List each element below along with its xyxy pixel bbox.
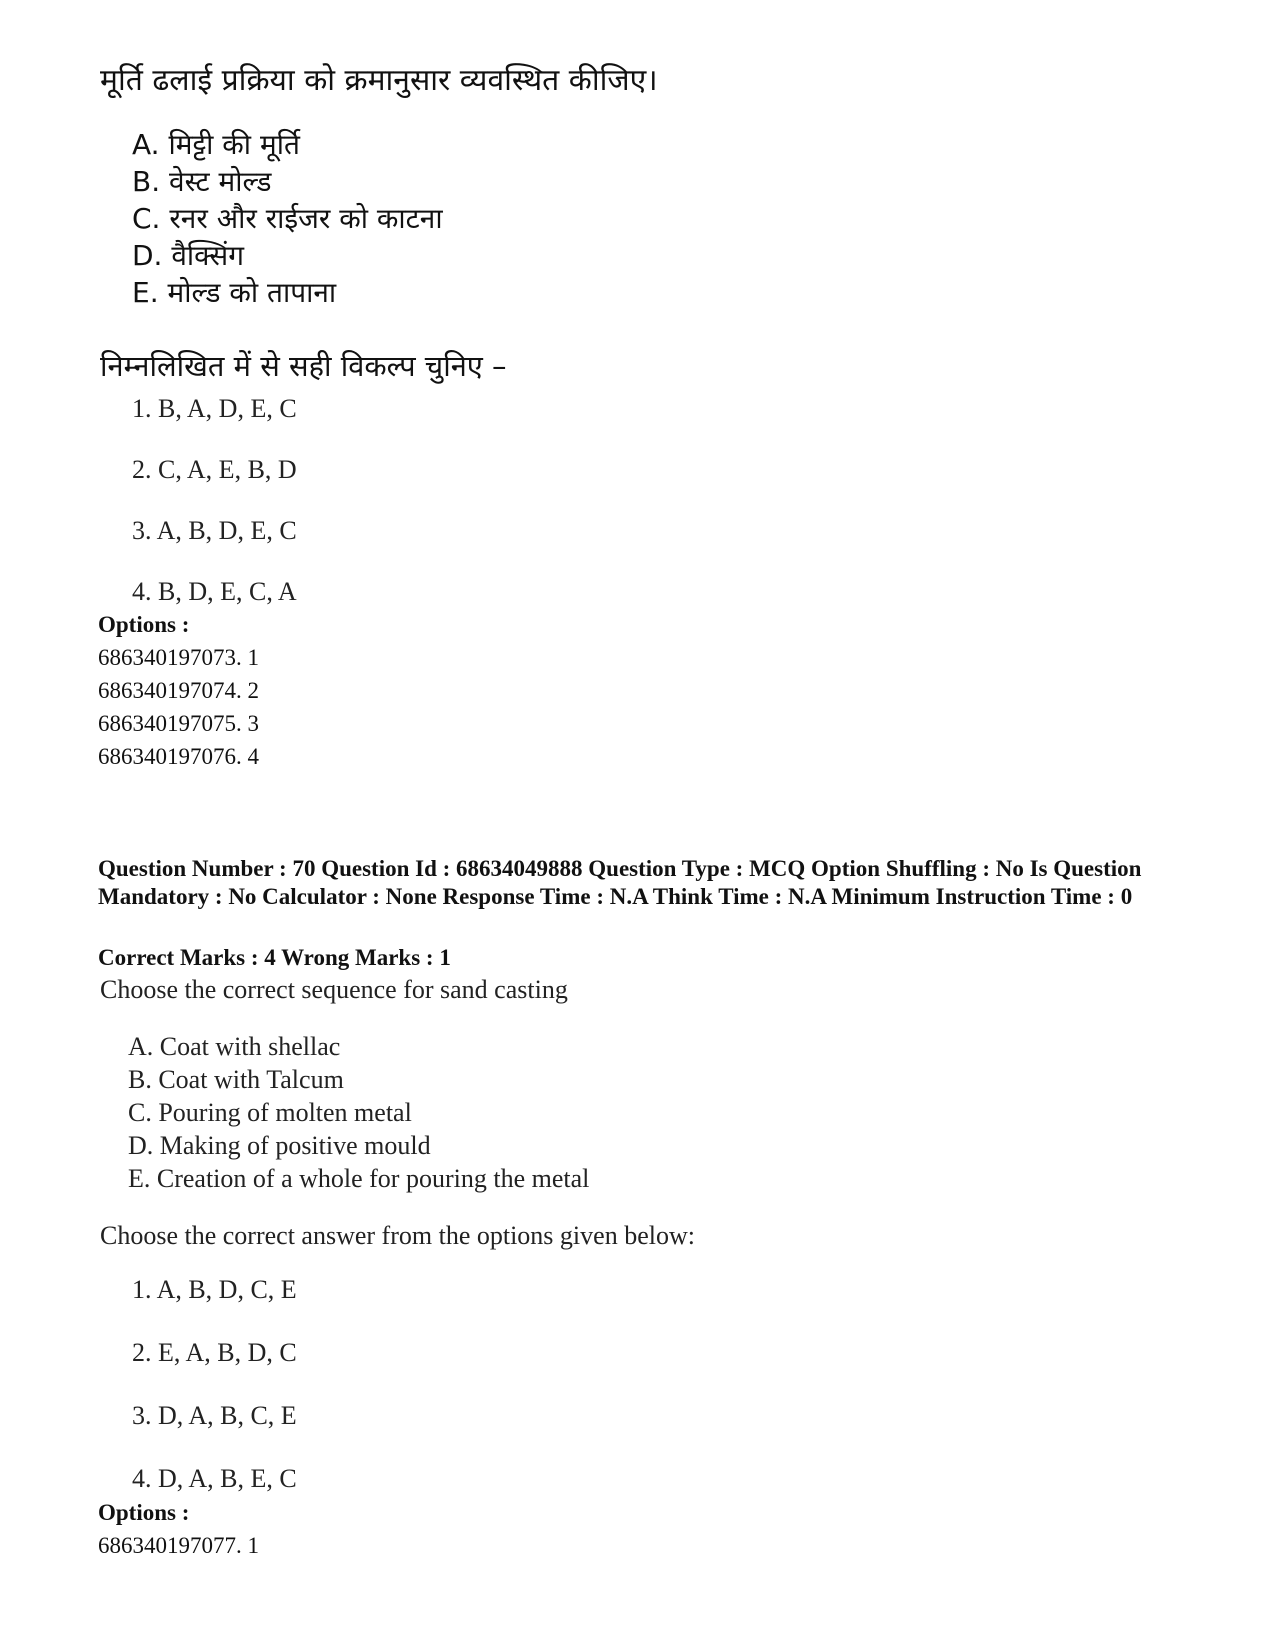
list-item: B. Coat with Talcum — [128, 1065, 344, 1094]
option-line: 686340197075. 3 — [98, 711, 259, 736]
list-item: B. वेस्ट मोल्ड — [132, 165, 272, 198]
list-item: A. Coat with shellac — [128, 1032, 341, 1061]
question-69-title: मूर्ति ढलाई प्रक्रिया को क्रमानुसार व्यवस्थित कीजिए। — [100, 63, 658, 98]
question-70-title: Choose the correct sequence for sand casting — [100, 975, 568, 1004]
list-item: D. वैक्सिंग — [132, 239, 244, 272]
question-70-items — [128, 1030, 589, 1195]
list-item: C. Pouring of molten metal — [128, 1098, 412, 1127]
question-70-metadata: Question Number : 70 Question Id : 68634049888 Question Type : MCQ Option Shuffling : No Is Question Mandatory : No Calculator : None Response Time : N.A Think Time : N.A Minimum Instruction Time : 0 — [98, 856, 1142, 909]
option-line: 686340197073. 1 — [98, 645, 259, 670]
answer-choice: 4. B, D, E, C, A — [132, 577, 297, 606]
answer-choice: 2. C, A, E, B, D — [132, 455, 297, 484]
question-69-items — [132, 126, 443, 311]
options-label: Options : — [98, 612, 190, 637]
answer-choice: 1. A, B, D, C, E — [132, 1275, 297, 1304]
question-69-instruction: निम्नलिखित में से सही विकल्प चुनिए – — [100, 349, 507, 383]
list-item: C. रनर और राईजर को काटना — [132, 202, 443, 235]
option-line: 686340197077. 1 — [98, 1533, 259, 1558]
list-item: E. Creation of a whole for pouring the metal — [128, 1164, 590, 1193]
answer-choice: 3. D, A, B, C, E — [132, 1401, 297, 1430]
option-line: 686340197074. 2 — [98, 678, 259, 703]
answer-choice: 3. A, B, D, E, C — [132, 516, 297, 545]
list-item: E. मोल्ड को तापाना — [132, 276, 337, 309]
question-70-marks: Correct Marks : 4 Wrong Marks : 1 — [98, 945, 451, 970]
question-70-instruction: Choose the correct answer from the options given below: — [100, 1221, 695, 1250]
option-line: 686340197076. 4 — [98, 744, 259, 769]
answer-choice: 2. E, A, B, D, C — [132, 1338, 297, 1367]
list-item: A. मिट्टी की मूर्ति — [132, 128, 300, 161]
options-label: Options : — [98, 1500, 190, 1525]
answer-choice: 4. D, A, B, E, C — [132, 1464, 297, 1493]
answer-choice: 1. B, A, D, E, C — [132, 394, 297, 423]
list-item: D. Making of positive mould — [128, 1131, 431, 1160]
